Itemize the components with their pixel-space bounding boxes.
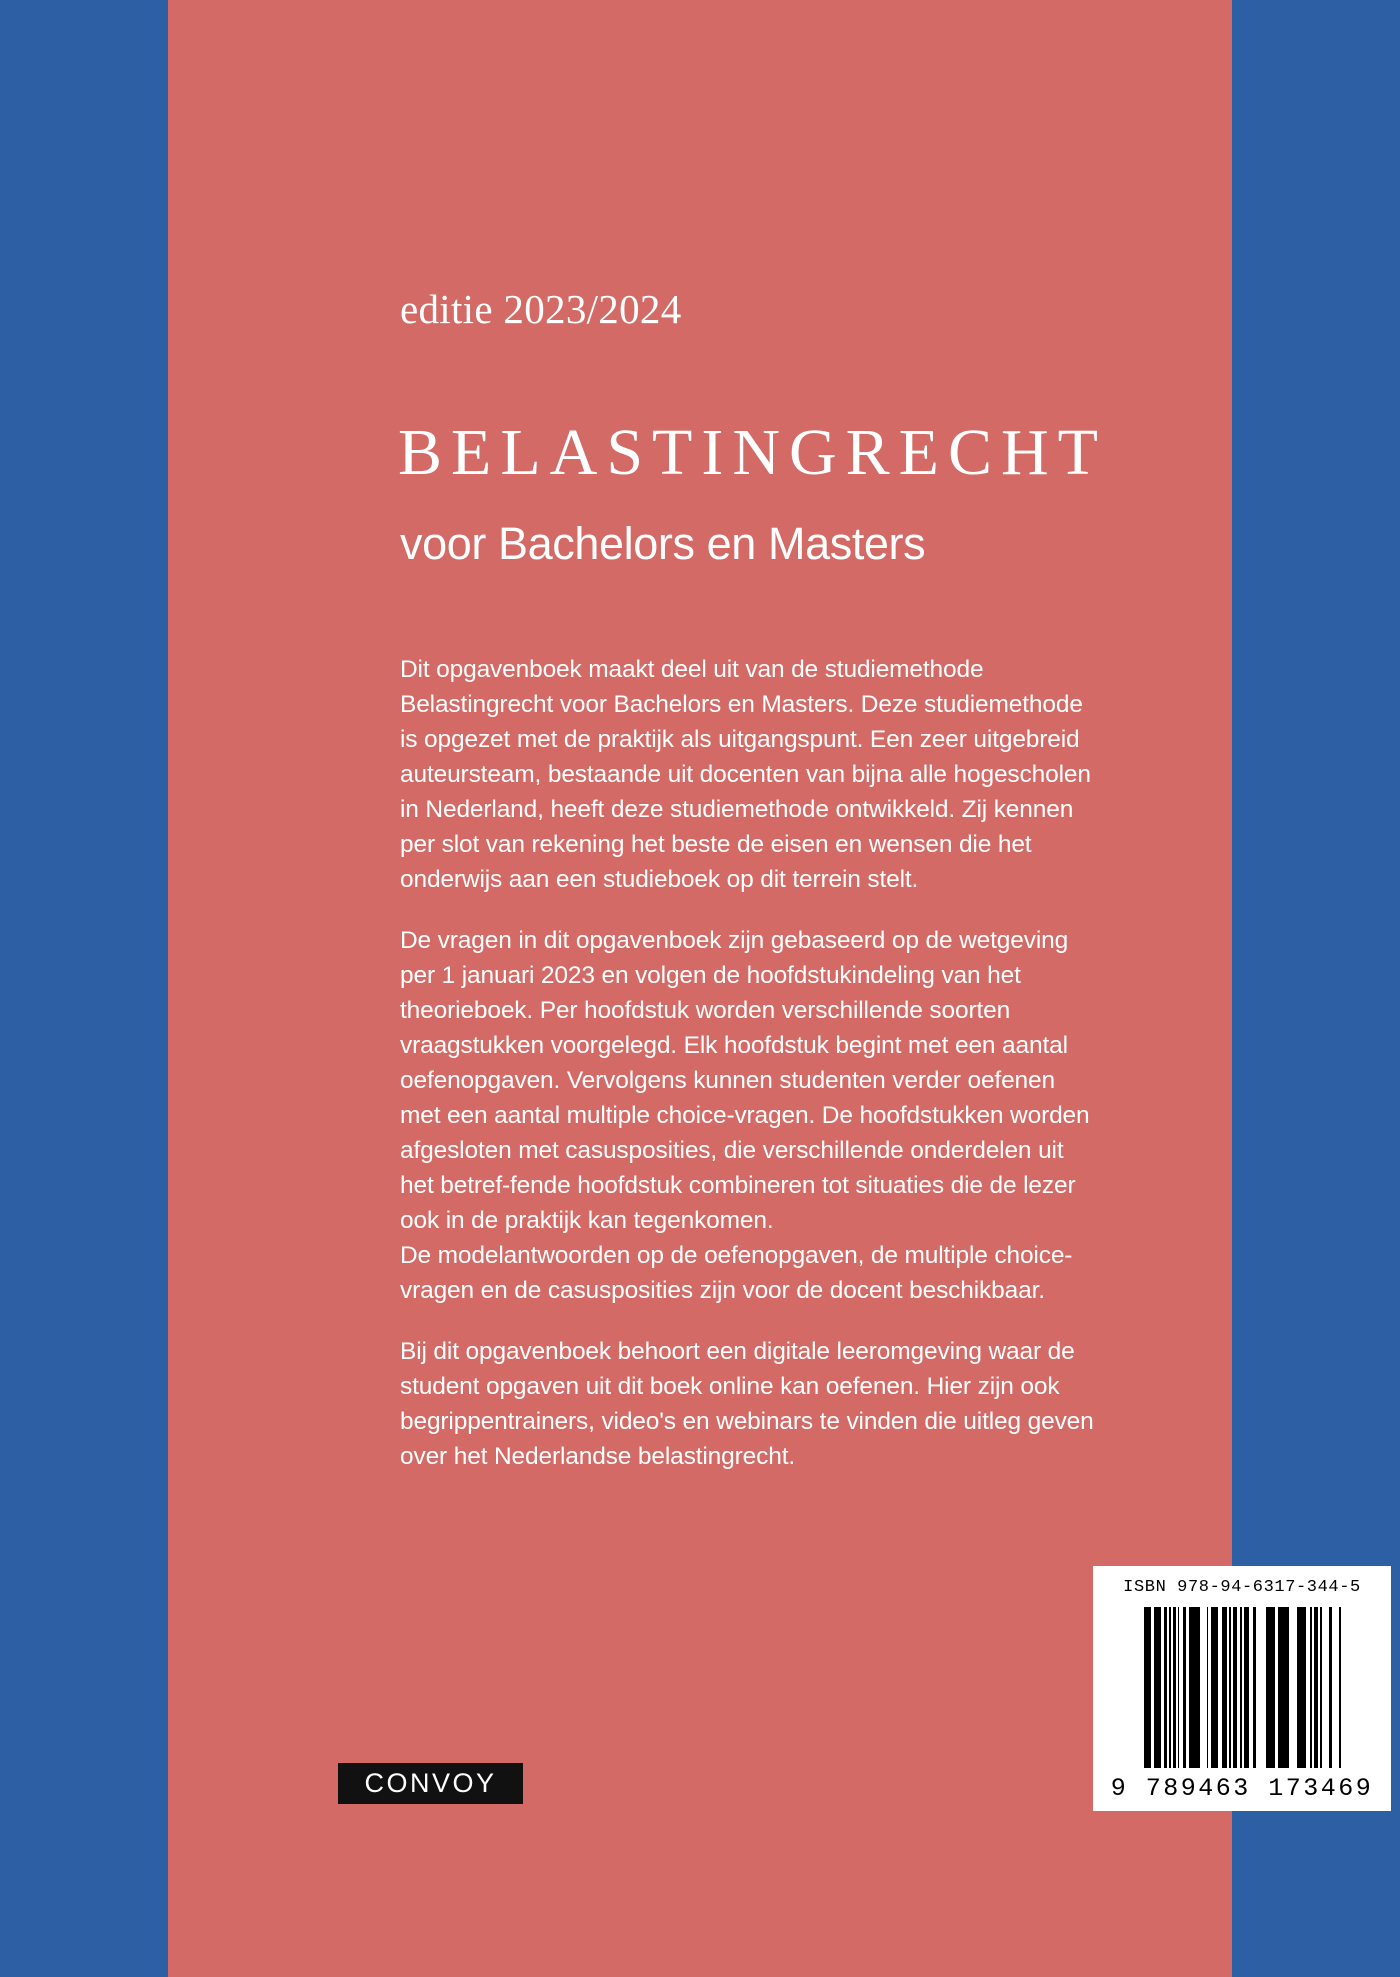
barcode-graphic	[1107, 1607, 1377, 1768]
page-subtitle: voor Bachelors en Masters	[400, 518, 926, 569]
page-title: BELASTINGRECHT	[398, 416, 1107, 489]
isbn-label: ISBN 978-94-6317-344-5	[1123, 1578, 1361, 1597]
isbn-barcode-block	[1093, 1566, 1391, 1811]
blurb-paragraph-2: De vragen in dit opgavenboek zijn gebaseerd op de wetgeving per 1 januari 2023 en volgen de hoofdstukindeling van het theorieboek. Per hoofdstuk worden verschillende soorten vraagstukken voorgelegd. Elk hoofdstuk begint met een aantal oefenopgaven. Vervolgens kunnen studenten verder oefenen met een aantal multiple choice-vragen. De hoofdstukken worden afgesloten met casusposities, die verschillende onderdelen uit het betref-fende hoofdstuk combineren tot situaties die de lezer ook in de praktijk kan tegenkomen.	[400, 927, 1090, 1234]
barcode-bar	[1339, 1607, 1341, 1768]
publisher-logo: CONVOY	[338, 1763, 523, 1804]
blurb-paragraph-3: De modelantwoorden op de oefenopgaven, de multiple choice-vragen en de casusposities zijn voor de docent beschikbaar.	[400, 1242, 1073, 1304]
book-back-cover	[168, 0, 1374, 1977]
blurb-paragraph-1: Dit opgavenboek maakt deel uit van de studiemethode Belastingrecht voor Bachelors en Masters. Deze studiemethode is opgezet met de praktijk als uitgangspunt. Een zeer uitgebreid auteursteam, bestaande uit docenten van bijna alle hogescholen in Nederland, heeft deze studiemethode ontwikkeld. Zij kennen per slot van rekening het beste de eisen en wensen die het onderwijs aan een studieboek op dit terrein stelt.	[400, 656, 1091, 893]
barcode-number: 9 789463 173469	[1110, 1774, 1374, 1803]
blurb-paragraph-4: Bij dit opgavenboek behoort een digitale leeromgeving waar de student opgaven uit dit boek online kan oefenen. Hier zijn ook begrippentrainers, video's en webinars te vinden die uitleg geven over het Nederlandse belastingrecht.	[400, 1338, 1094, 1470]
edition-label: editie 2023/2024	[400, 286, 682, 332]
blurb-text	[400, 652, 1100, 1500]
